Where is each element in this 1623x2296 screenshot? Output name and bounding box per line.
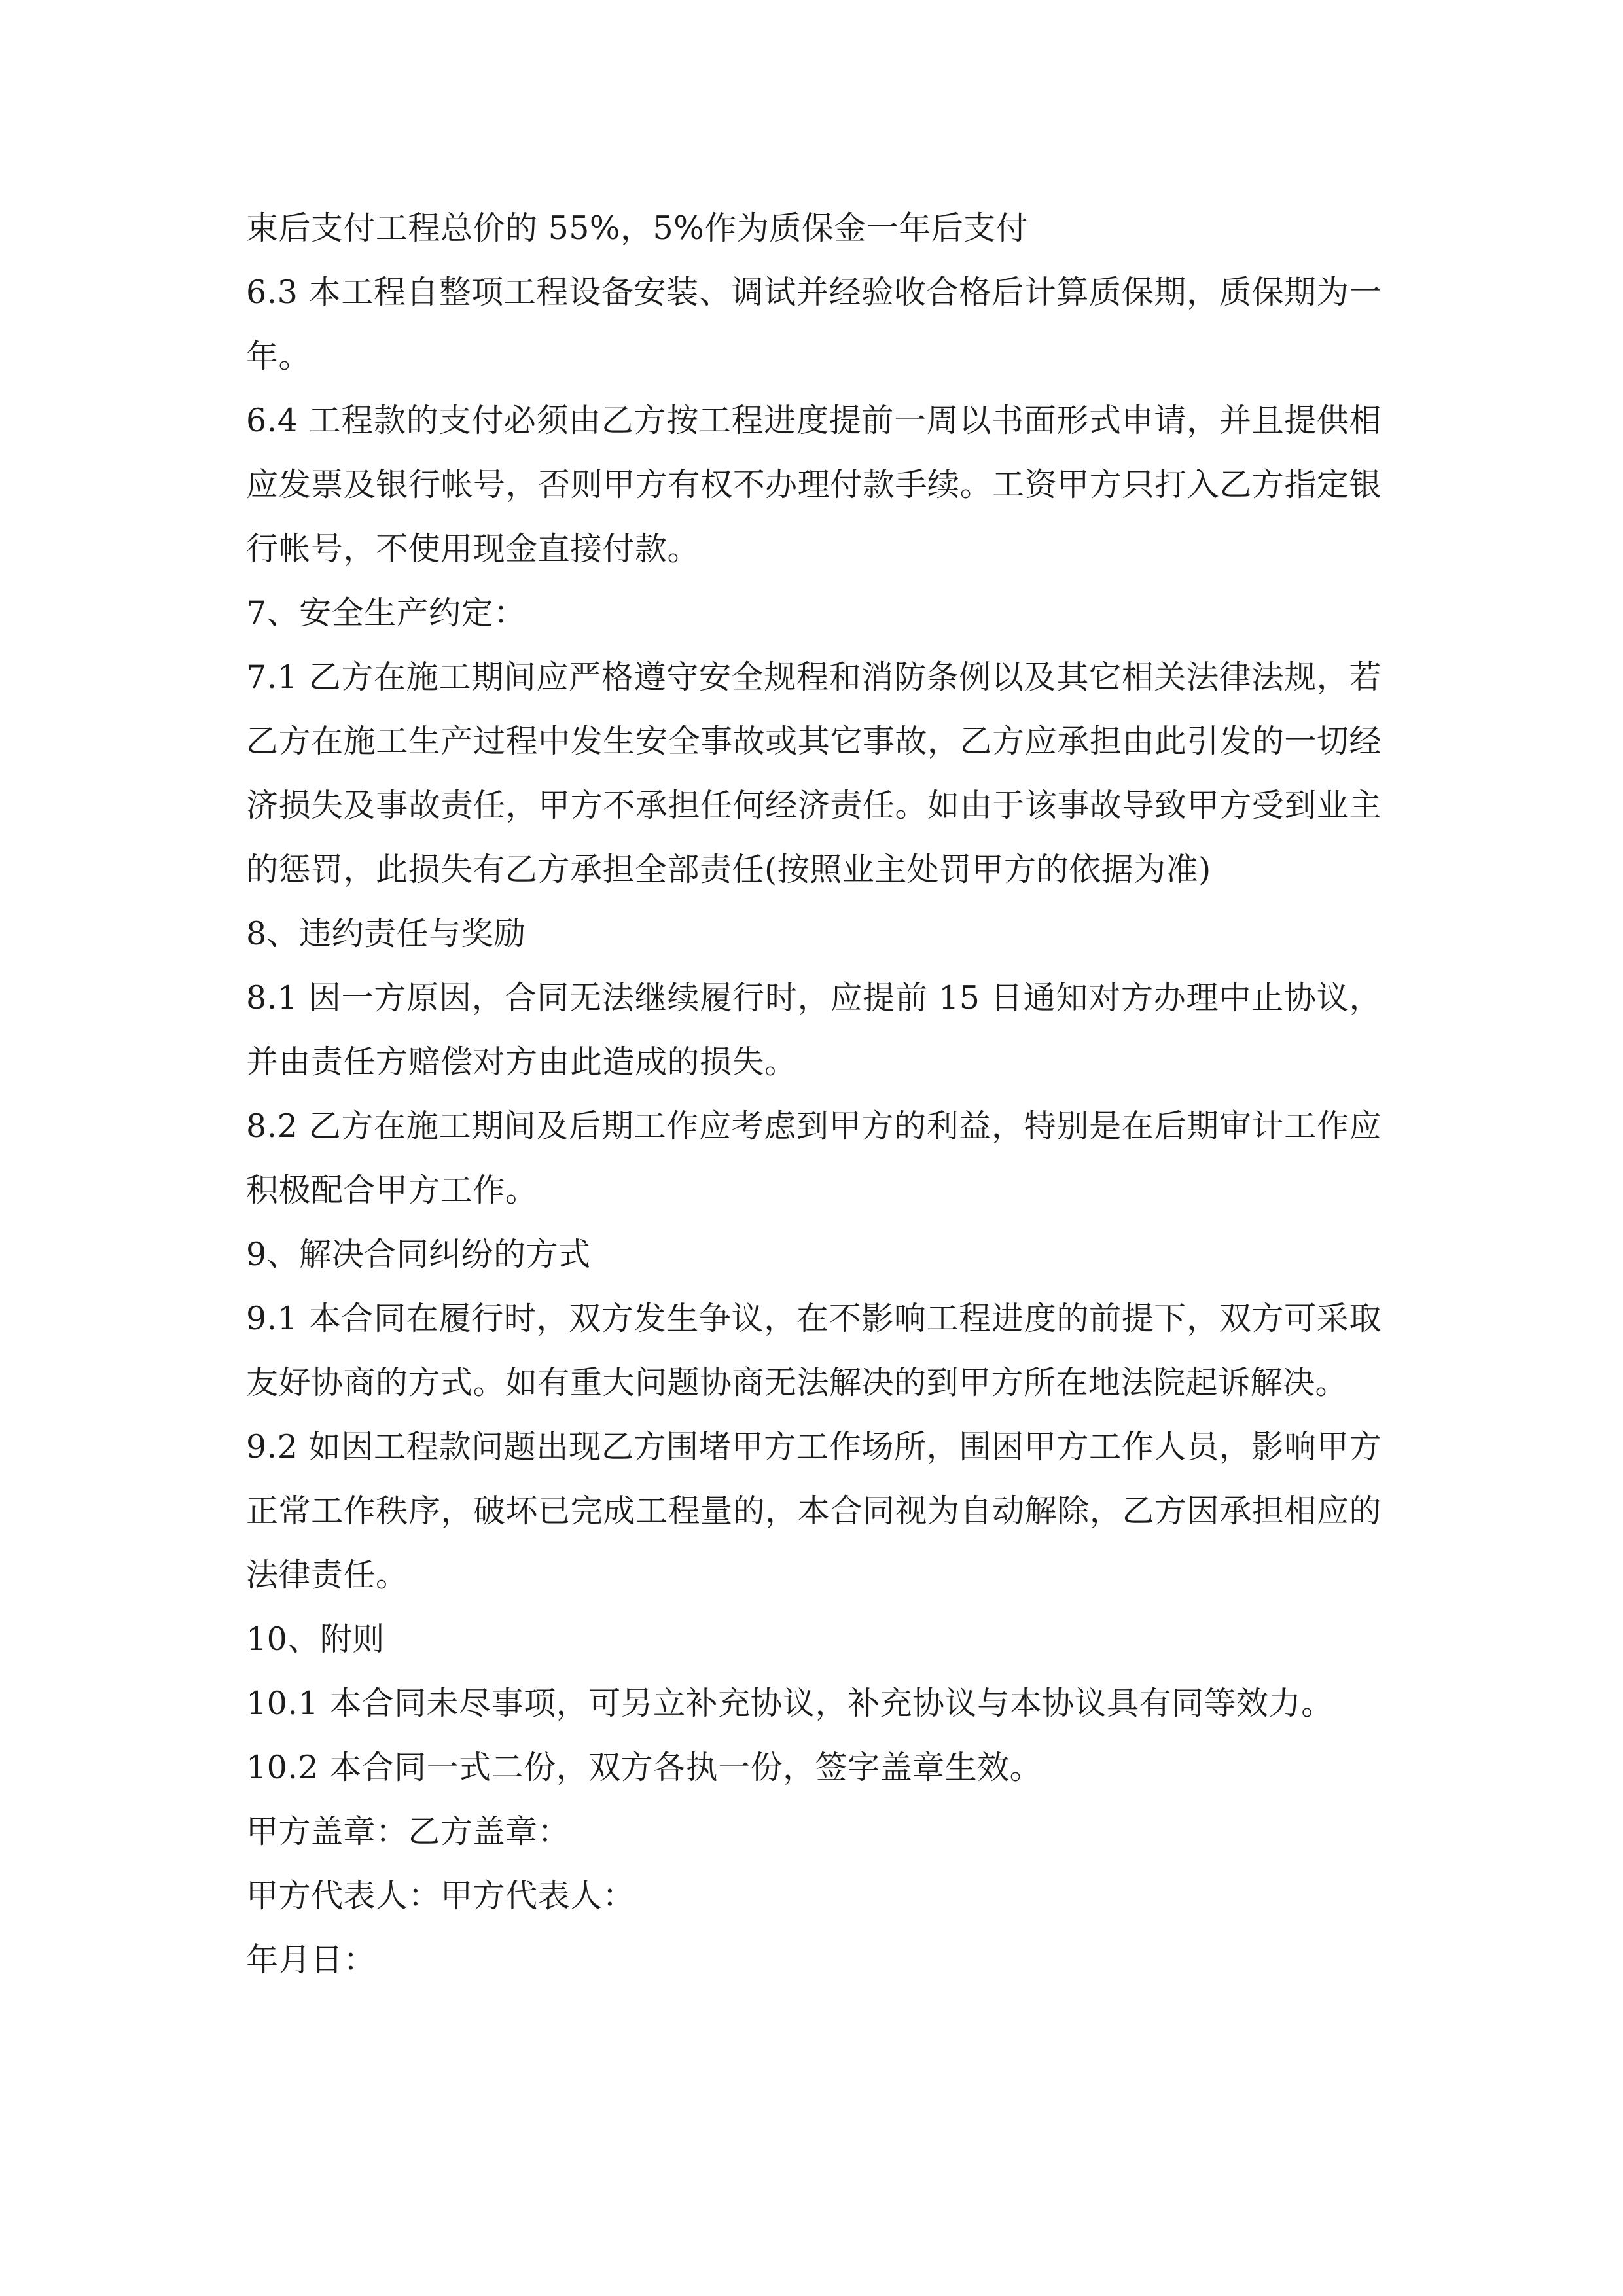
paragraph-9-1-negotiation: 9.1 本合同在履行时，双方发生争议，在不影响工程进度的前提下，双方可采取友好协商的方式。如有重大问题协商无法解决的到甲方所在地法院起诉解决。 [246,1300,1382,1401]
paragraph-payment-continuation: 束后支付工程总价的 55%，5%作为质保金一年后支付 [246,209,1029,247]
signature-date-line: 年月日： [246,1941,376,1979]
heading-9-disputes: 9、解决合同纠纷的方式 [246,1236,591,1273]
paragraph-10-2-copies: 10.2 本合同一式二份，双方各执一份，签字盖章生效。 [246,1749,1043,1786]
heading-7-safety: 7、安全生产约定： [246,594,526,632]
paragraph-7-1-safety-responsibility: 7.1 乙方在施工期间应严格遵守安全规程和消防条例以及其它相关法律法规，若乙方在施工生产过程中发生安全事故或其它事故，乙方应承担由此引发的一切经济损失及事故责任，甲方不承担任何经济责任。如由于该事故导致甲方受到业主的惩罚，此损失有乙方承担全部责任(按照业主处罚甲方的依据为准) [246,658,1382,888]
document-body [246,196,1382,1992]
paragraph-8-2-cooperation: 8.2 乙方在施工期间及后期工作应考虑到甲方的利益，特别是在后期审计工作应积极配合甲方工作。 [246,1107,1382,1209]
heading-8-liability: 8、违约责任与奖励 [246,915,526,952]
paragraph-8-1-termination: 8.1 因一方原因，合同无法继续履行时，应提前 15 日通知对方办理中止协议，并由责任方赔偿对方由此造成的损失。 [246,979,1382,1081]
signature-seal-line: 甲方盖章：乙方盖章： [246,1813,571,1850]
paragraph-9-2-auto-termination: 9.2 如因工程款问题出现乙方围堵甲方工作场所，围困甲方工作人员，影响甲方正常工作秩序，破坏已完成工程量的，本合同视为自动解除，乙方因承担相应的法律责任。 [246,1428,1382,1594]
signature-representative-line: 甲方代表人：甲方代表人： [246,1877,635,1914]
paragraph-6-3-warranty: 6.3 本工程自整项工程设备安装、调试并经验收合格后计算质保期，质保期为一年。 [246,274,1382,375]
heading-10-supplementary: 10、附则 [246,1621,385,1658]
paragraph-10-1-supplementary-agreement: 10.1 本合同未尽事项，可另立补充协议，补充协议与本协议具有同等效力。 [246,1685,1334,1722]
paragraph-6-4-payment-application: 6.4 工程款的支付必须由乙方按工程进度提前一周以书面形式申请，并且提供相应发票及银行帐号，否则甲方有权不办理付款手续。工资甲方只打入乙方指定银行帐号，不使用现金直接付款。 [246,402,1382,567]
